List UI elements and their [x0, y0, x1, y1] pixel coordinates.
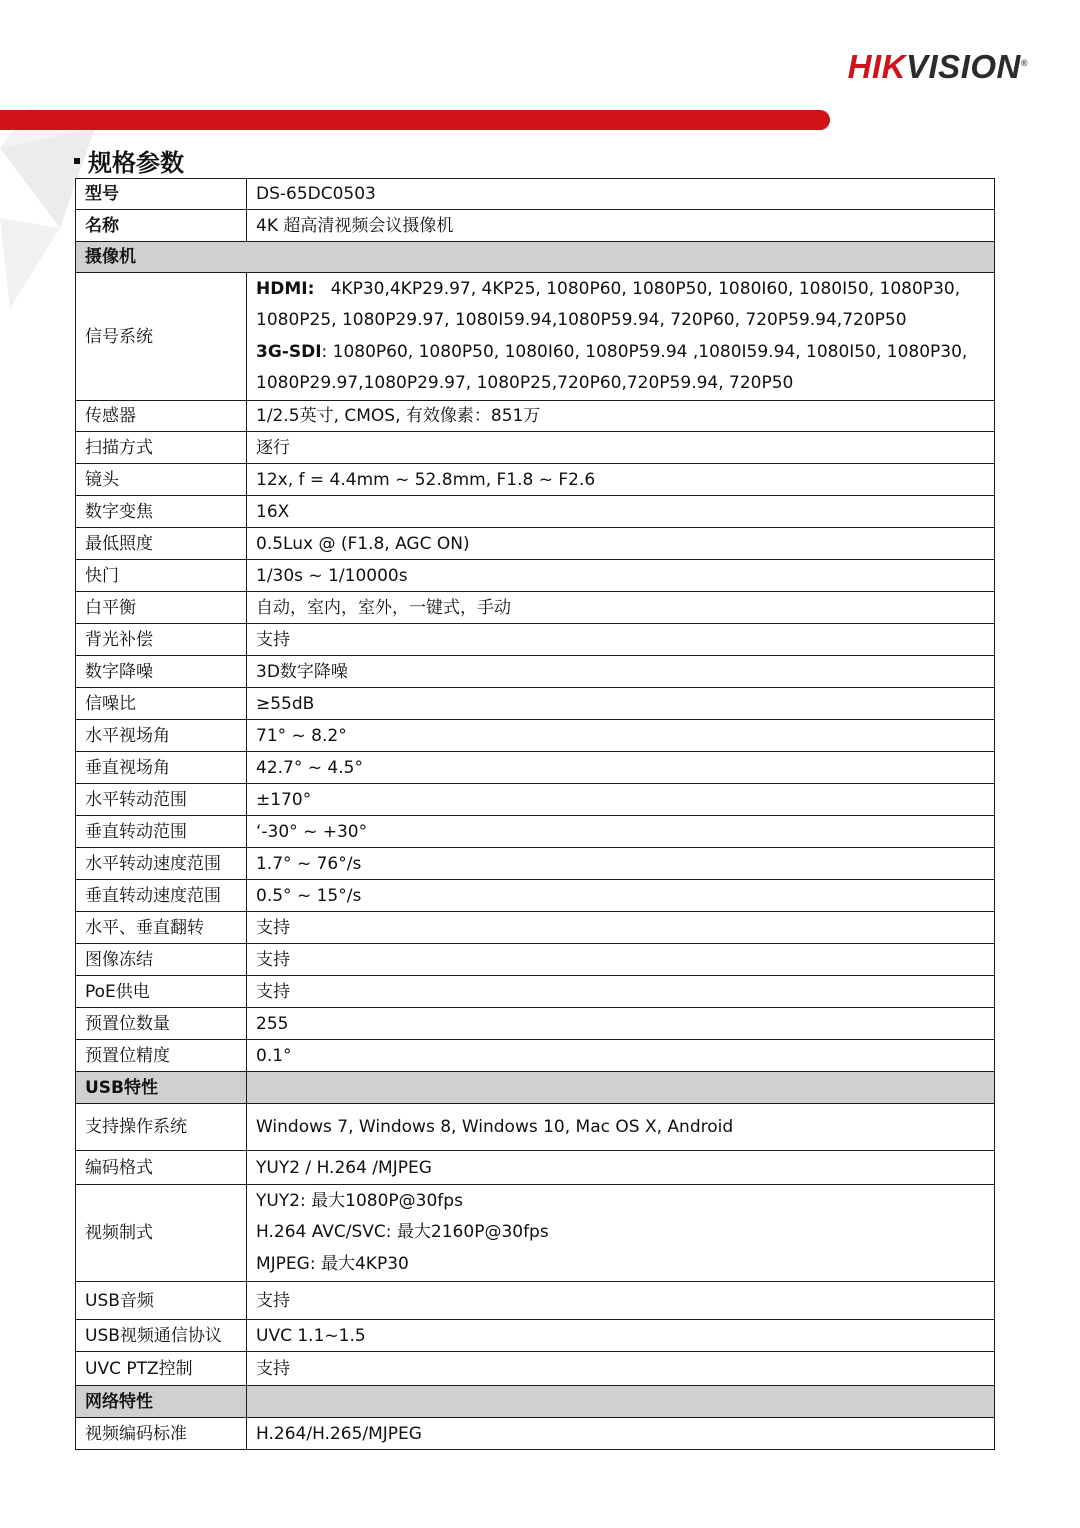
table-row	[76, 784, 995, 816]
row-label: 水平转动速度范围	[76, 848, 247, 880]
table-row	[76, 912, 995, 944]
row-label: 编码格式	[76, 1151, 247, 1185]
row-value-signal	[247, 273, 995, 401]
page-title: 规格参数	[74, 143, 184, 178]
row-label: 最低照度	[76, 528, 247, 560]
row-label: 垂直转动速度范围	[76, 880, 247, 912]
row-label: 传感器	[76, 401, 247, 432]
table-row	[76, 1040, 995, 1072]
table-row	[76, 656, 995, 688]
table-row	[76, 1008, 995, 1040]
table-row	[76, 1104, 995, 1151]
video-format-line: YUY2: 最大1080P@30fps	[256, 1190, 463, 1211]
row-value: 16X	[247, 496, 995, 528]
section-header-usb: USB特性	[76, 1072, 247, 1104]
table-row	[76, 496, 995, 528]
row-label: 水平转动范围	[76, 784, 247, 816]
section-header-row	[76, 1072, 995, 1104]
row-label: 垂直视场角	[76, 752, 247, 784]
table-row	[76, 432, 995, 464]
row-value: 1/30s ~ 1/10000s	[247, 560, 995, 592]
table-row	[76, 944, 995, 976]
table-row	[76, 1282, 995, 1320]
table-row	[76, 464, 995, 496]
sdi-values-1: : 1080P60, 1080P50, 1080I60, 1080P59.94 ,1080I59.94, 1080I50, 1080P30,	[321, 341, 968, 362]
spec-table	[75, 178, 995, 1450]
row-value: 支持	[247, 976, 995, 1008]
row-value: 42.7° ~ 4.5°	[247, 752, 995, 784]
section-header-row	[76, 242, 995, 273]
row-value: 71° ~ 8.2°	[247, 720, 995, 752]
hdmi-values-2: 1080P25, 1080P29.97, 1080I59.94,1080P59.94, 720P60, 720P59.94,720P50	[256, 310, 907, 330]
video-format-line: MJPEG: 最大4KP30	[256, 1253, 409, 1274]
row-value: 12x, f = 4.4mm ~ 52.8mm, F1.8 ~ F2.6	[247, 464, 995, 496]
table-row	[76, 1320, 995, 1352]
row-value: DS-65DC0503	[247, 179, 995, 210]
hdmi-label: HDMI:	[256, 278, 315, 299]
row-label: 数字降噪	[76, 656, 247, 688]
section-header-camera: 摄像机	[76, 242, 995, 273]
row-label: 预置位精度	[76, 1040, 247, 1072]
row-label: 垂直转动范围	[76, 816, 247, 848]
video-format-line: H.264 AVC/SVC: 最大2160P@30fps	[256, 1222, 549, 1243]
table-row	[76, 1418, 995, 1450]
row-value: 4K 超高清视频会议摄像机	[247, 210, 995, 242]
table-row	[76, 560, 995, 592]
row-label: 数字变焦	[76, 496, 247, 528]
sdi-label: 3G-SDI	[256, 341, 322, 362]
row-label: 名称	[76, 210, 247, 242]
row-label: 支持操作系统	[76, 1104, 247, 1151]
table-row	[76, 752, 995, 784]
section-header-usb-blank	[247, 1072, 995, 1104]
row-label: UVC PTZ控制	[76, 1352, 247, 1386]
row-label: PoE供电	[76, 976, 247, 1008]
table-row	[76, 210, 995, 242]
table-row	[76, 688, 995, 720]
row-value: H.264/H.265/MJPEG	[247, 1418, 995, 1450]
row-value: 0.1°	[247, 1040, 995, 1072]
row-value: 1.7° ~ 76°/s	[247, 848, 995, 880]
row-label: 白平衡	[76, 592, 247, 624]
row-value: 支持	[247, 624, 995, 656]
row-label: 快门	[76, 560, 247, 592]
row-value: 支持	[247, 1282, 995, 1320]
row-value: 3D数字降噪	[247, 656, 995, 688]
table-row	[76, 273, 995, 401]
row-value: YUY2 / H.264 /MJPEG	[247, 1151, 995, 1185]
row-value: UVC 1.1~1.5	[247, 1320, 995, 1352]
table-row	[76, 1151, 995, 1185]
row-label: 视频制式	[76, 1185, 247, 1282]
row-value: 0.5° ~ 15°/s	[247, 880, 995, 912]
table-row	[76, 528, 995, 560]
table-row	[76, 720, 995, 752]
table-row	[76, 976, 995, 1008]
row-label: 背光补偿	[76, 624, 247, 656]
table-row	[76, 592, 995, 624]
row-label: 镜头	[76, 464, 247, 496]
bullet-icon	[74, 158, 80, 164]
table-row	[76, 1185, 995, 1282]
row-value: 1/2.5英寸, CMOS, 有效像素：851万	[247, 401, 995, 432]
table-row	[76, 816, 995, 848]
section-header-row	[76, 1386, 995, 1418]
row-label: 型号	[76, 179, 247, 210]
row-value: 255	[247, 1008, 995, 1040]
section-header-network: 网络特性	[76, 1386, 247, 1418]
row-value: ≥55dB	[247, 688, 995, 720]
row-label: 预置位数量	[76, 1008, 247, 1040]
row-label: 视频编码标准	[76, 1418, 247, 1450]
table-row	[76, 624, 995, 656]
row-label: 信号系统	[76, 273, 247, 401]
row-value: 支持	[247, 1352, 995, 1386]
header-red-bar	[0, 110, 830, 130]
hikvision-logo: HIKVISION®	[847, 48, 1028, 85]
row-label: 信噪比	[76, 688, 247, 720]
row-label: 扫描方式	[76, 432, 247, 464]
table-row	[76, 179, 995, 210]
row-value: 逐行	[247, 432, 995, 464]
row-label: USB音频	[76, 1282, 247, 1320]
row-value: ±170°	[247, 784, 995, 816]
table-row	[76, 880, 995, 912]
row-value: 支持	[247, 912, 995, 944]
row-value: Windows 7, Windows 8, Windows 10, Mac OS X, Android	[247, 1104, 995, 1151]
row-label: 水平、垂直翻转	[76, 912, 247, 944]
row-label: USB视频通信协议	[76, 1320, 247, 1352]
table-row	[76, 401, 995, 432]
table-row	[76, 1352, 995, 1386]
hdmi-values-1: 4KP30,4KP29.97, 4KP25, 1080P60, 1080P50, 1080I60, 1080I50, 1080P30,	[330, 278, 961, 299]
table-row	[76, 848, 995, 880]
section-header-network-blank	[247, 1386, 995, 1418]
row-label: 水平视场角	[76, 720, 247, 752]
sdi-values-2: 1080P29.97,1080P29.97, 1080P25,720P60,720P59.94, 720P50	[256, 373, 794, 393]
row-value: 自动，室内，室外，一键式，手动	[247, 592, 995, 624]
row-value: 0.5Lux @ (F1.8, AGC ON)	[247, 528, 995, 560]
row-value: ‘-30° ~ +30°	[247, 816, 995, 848]
row-label: 图像冻结	[76, 944, 247, 976]
row-value-video-format	[247, 1185, 995, 1282]
row-value: 支持	[247, 944, 995, 976]
